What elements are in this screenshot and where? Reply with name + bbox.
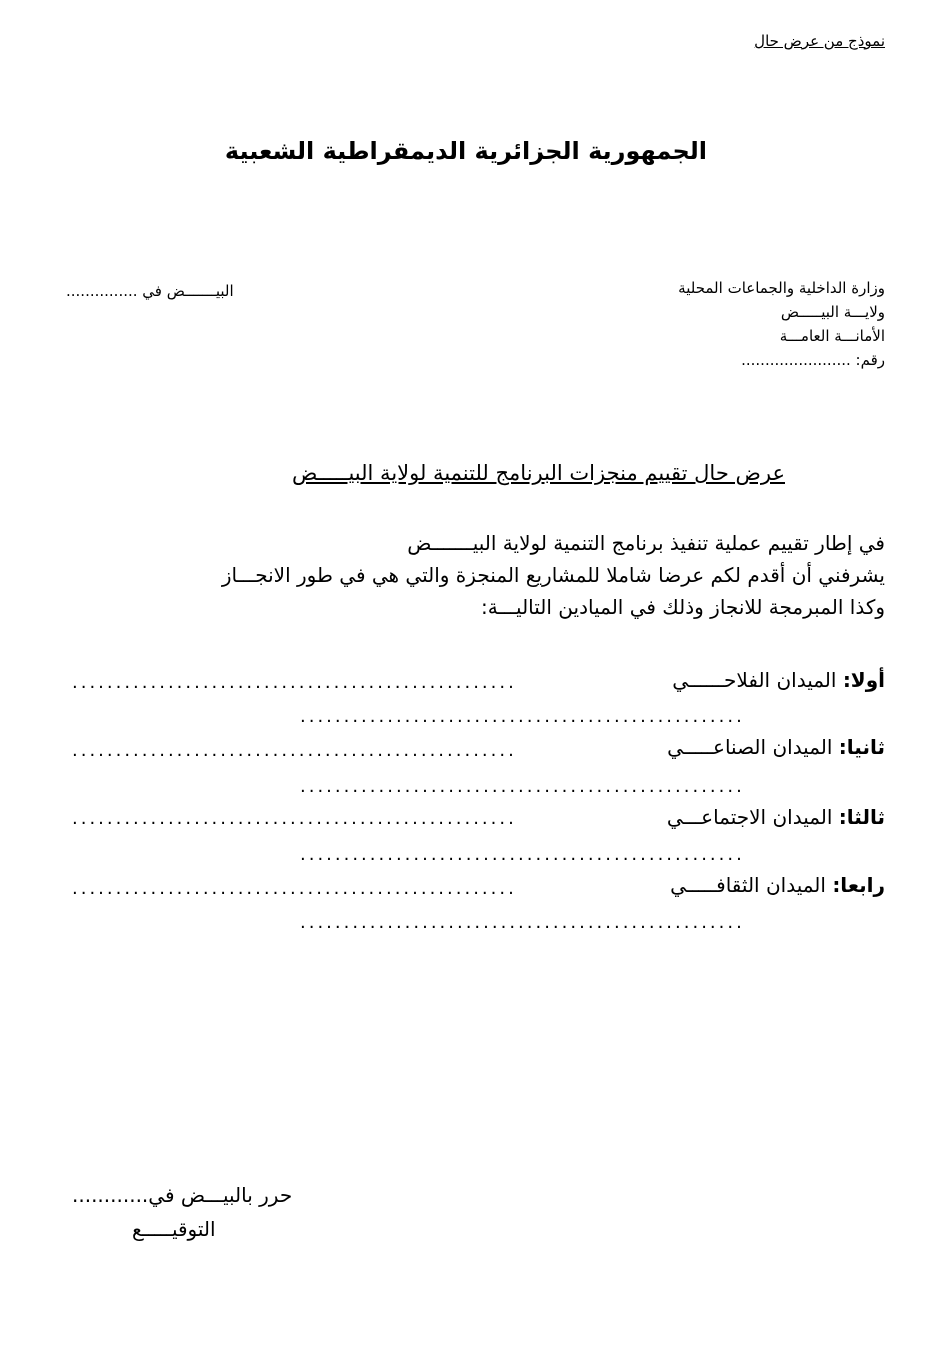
fill-dots: ................................................... xyxy=(72,808,517,829)
fill-dots: ................................................... xyxy=(72,878,517,899)
field-ordinal: ثالثا: xyxy=(838,805,885,829)
republic-title: الجمهورية الجزائرية الديمقراطية الشعبية xyxy=(224,137,707,165)
field-item-culture xyxy=(670,873,885,897)
field-item-social xyxy=(667,805,885,829)
intro-line-3: وكذا المبرمجة للانجاز وذلك في الميادين التاليـــة: xyxy=(481,595,885,619)
fill-dots: ................................................... xyxy=(300,844,745,865)
ministry-name: وزارة الداخلية والجماعات المحلية xyxy=(678,279,885,297)
fill-dots: ................................................... xyxy=(72,672,517,693)
field-item-agriculture xyxy=(672,668,885,692)
fill-dots: ................................................... xyxy=(300,912,745,933)
intro-line-2: يشرفني أن أقدم لكم عرضا شاملا للمشاريع المنجزة والتي هي في طور الانجـــاز xyxy=(221,563,885,587)
fill-dots: ................................................... xyxy=(300,776,745,797)
signature-label: التوقيـــــع xyxy=(132,1217,216,1241)
ministry-block xyxy=(678,276,885,372)
fill-dots: ................................................... xyxy=(300,706,745,727)
field-ordinal: أولا: xyxy=(842,668,885,692)
intro-line-1: في إطار تقييم عملية تنفيذ برنامج التنمية لولاية البيـــــــض xyxy=(407,531,885,555)
document-model-label: نموذج من عرض حال xyxy=(754,32,885,50)
place-date: البيـــــــض في ............... xyxy=(66,282,234,300)
intro-paragraph xyxy=(50,527,885,623)
field-ordinal: رابعا: xyxy=(832,873,885,897)
secretariat-name: الأمانـــة العامـــة xyxy=(779,327,885,345)
field-name: الميدان الثقافـــــي xyxy=(670,873,826,897)
fill-dots: ................................................... xyxy=(72,740,517,761)
field-item-industry xyxy=(667,735,885,759)
field-ordinal: ثانيا: xyxy=(838,735,885,759)
field-name: الميدان الفلاحــــــي xyxy=(672,668,837,692)
document-subject: عرض حال تقييم منجزات البرنامج للتنمية لولاية البيـــــض xyxy=(291,461,785,485)
written-at: حرر بالبيـــض في............ xyxy=(72,1183,293,1207)
field-name: الميدان الاجتماعـــي xyxy=(666,805,833,829)
reference-number: رقم: ....................... xyxy=(741,351,885,369)
field-name: الميدان الصناعـــــي xyxy=(667,735,833,759)
wilaya-name: ولايـــة البيـــــض xyxy=(780,303,885,321)
